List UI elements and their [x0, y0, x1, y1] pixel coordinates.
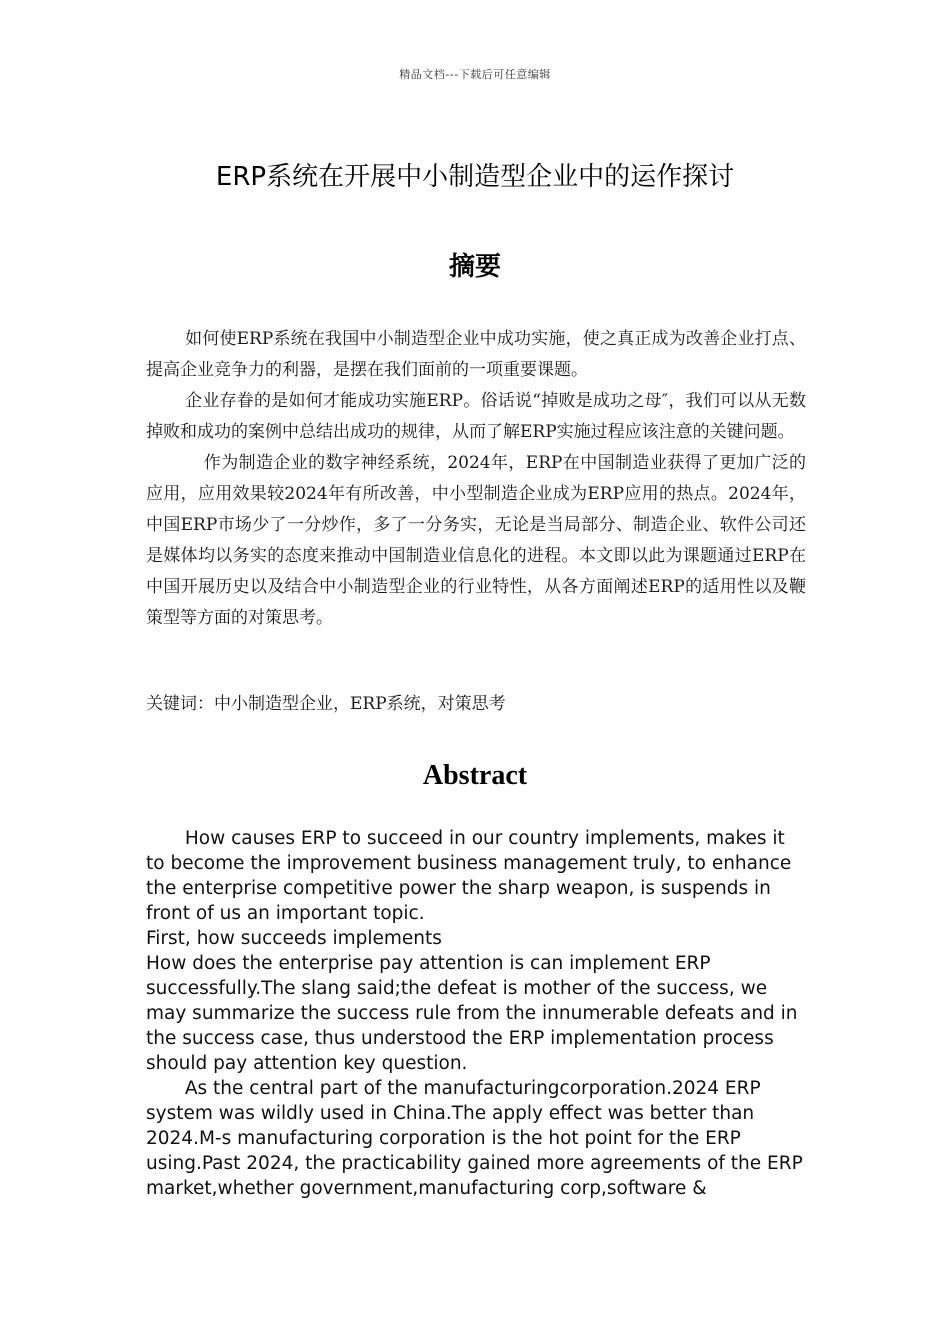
keywords-label: 关键词： — [146, 694, 214, 714]
abstract-zh-heading: 摘要 — [448, 252, 501, 282]
abstract-en-paragraph: As the central part of the manufacturingcorporation.2024 ERP system was wildly used in China.The apply effect was better than 2024.M-s manufacturing corporation is the hot point for the ERP using.Past 2024, the practicability gained more agreements of the ERP market,whether government,manufacturing corp,software & — [146, 1078, 803, 1199]
abstract-en-subheading: First, how succeeds implements — [146, 928, 442, 949]
abstract-en-paragraph: How causes ERP to succeed in our country implements, makes it to become the improvement business management truly, to enhance the enterprise competitive power the sharp weapon, is suspends in front of us an important topic. — [146, 828, 792, 924]
abstract-en-paragraph: How does the enterprise pay attention is can implement ERP successfully.The slang said;the defeat is mother of the success, we may summarize the success rule from the innumerable defeats and in the success case, thus understood the ERP implementation process should pay attention key question. — [146, 953, 798, 1074]
abstract-zh-body — [146, 324, 806, 634]
abstract-zh-paragraph: 作为制造企业的数字神经系统，2024年，ERP在中国制造业获得了更加广泛的应用，应用效果较2024年有所改善，中小型制造企业成为ERP应用的热点。2024年，中国ERP市场少了一分炒作，多了一分务实，无论是当局部分、制造企业、软件公司还是媒体均以务实的态度来推动中国制造业信息化的进程。本文即以此为课题通过ERP在中国开展历史以及结合中小制造型企业的行业特性，从各方面阐述ERP的适用性以及鞭策型等方面的对策思考。 — [146, 453, 806, 628]
abstract-en-body — [146, 826, 808, 1201]
keywords-line — [146, 690, 806, 718]
keywords-value: 中小制造型企业，ERP系统，对策思考 — [214, 694, 506, 714]
page-title: ERP系统在开展中小制造型企业中的运作探讨 — [215, 162, 735, 192]
abstract-zh-paragraph: 企业存眷的是如何才能成功实施ERP。俗话说“掉败是成功之母″，我们可以从无数掉败和成功的案例中总结出成功的规律，从而了解ERP实施过程应该注意的关键问题。 — [146, 391, 806, 442]
header-note: 精品文档---下载后可任意编辑 — [399, 68, 551, 81]
abstract-zh-paragraph: 如何使ERP系统在我国中小制造型企业中成功实施，使之真正成为改善企业打点、提高企业竞争力的利器，是摆在我们面前的一项重要课题。 — [146, 329, 806, 380]
abstract-en-heading: Abstract — [422, 760, 528, 791]
